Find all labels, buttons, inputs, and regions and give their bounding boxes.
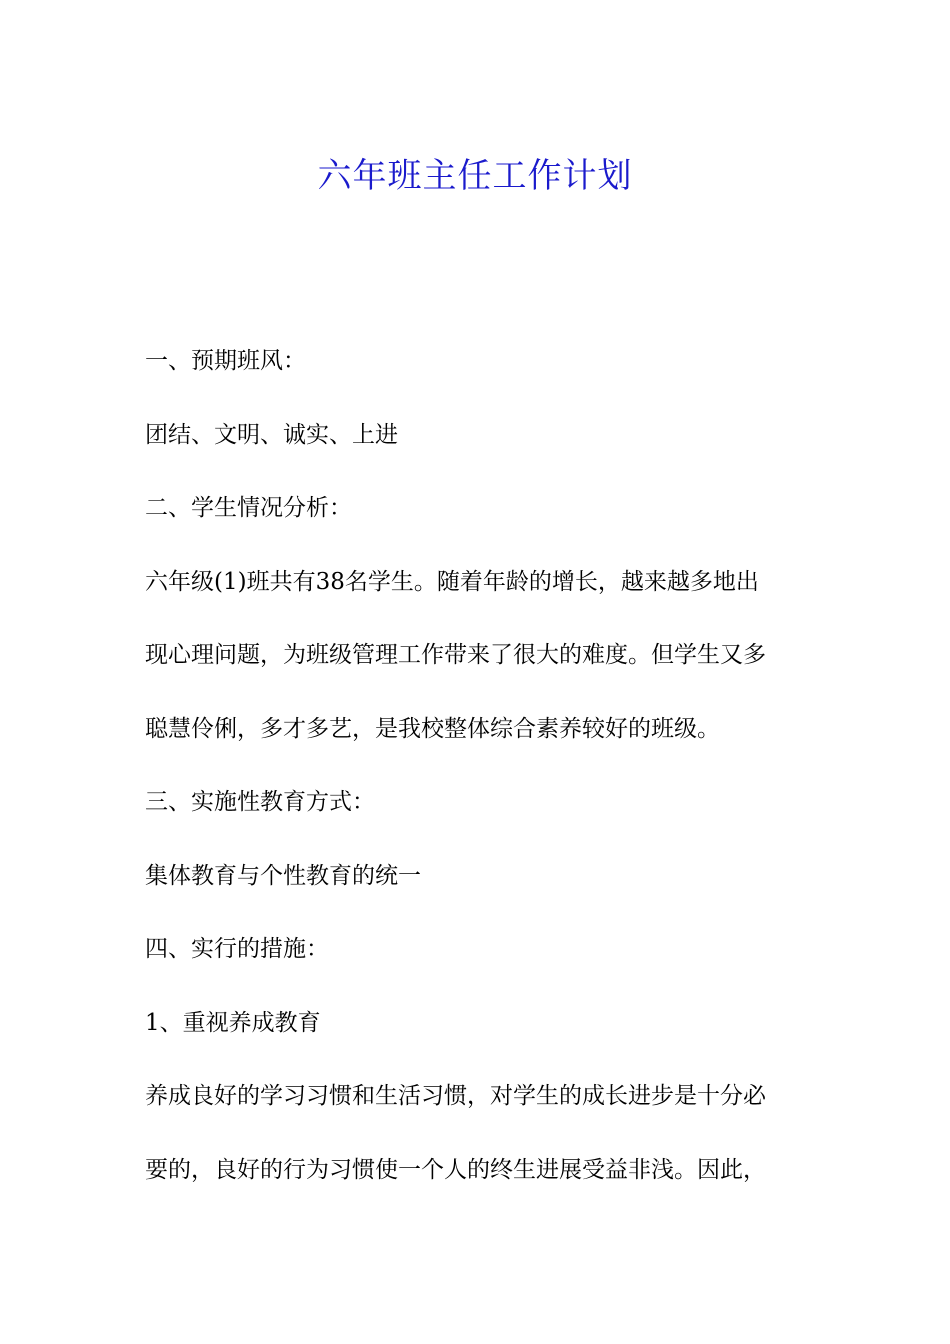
document-title: 六年班主任工作计划 (317, 155, 633, 196)
paragraph-line: 现心理问题，为班级管理工作带来了很大的难度。但学生又多 (145, 642, 766, 668)
paragraph-line: 要的，良好的行为习惯使一个人的终生进展受益非浅。因此， (145, 1156, 766, 1183)
paragraph-line: 聪慧伶俐，多才多艺，是我校整体综合素养较好的班级。 (145, 715, 720, 742)
section-heading-2: 二、学生情况分析： (145, 495, 352, 521)
section-heading-4: 四、实行的措施： (145, 936, 329, 962)
paragraph-line: 六年级(1)班共有38名学生。随着年龄的增长，越来越多地出 (145, 568, 759, 595)
subsection-heading-1: 1、重视养成教育 (145, 1009, 321, 1036)
document-body (145, 333, 815, 1215)
section-heading-1: 一、预期班风： (145, 348, 306, 374)
paragraph-line: 集体教育与个性教育的统一 (145, 862, 421, 889)
paragraph-line: 团结、文明、诚实、上进 (145, 421, 398, 448)
paragraph-line: 养成良好的学习习惯和生活习惯，对学生的成长进步是十分必 (145, 1083, 766, 1109)
section-heading-3: 三、实施性教育方式： (145, 789, 375, 815)
